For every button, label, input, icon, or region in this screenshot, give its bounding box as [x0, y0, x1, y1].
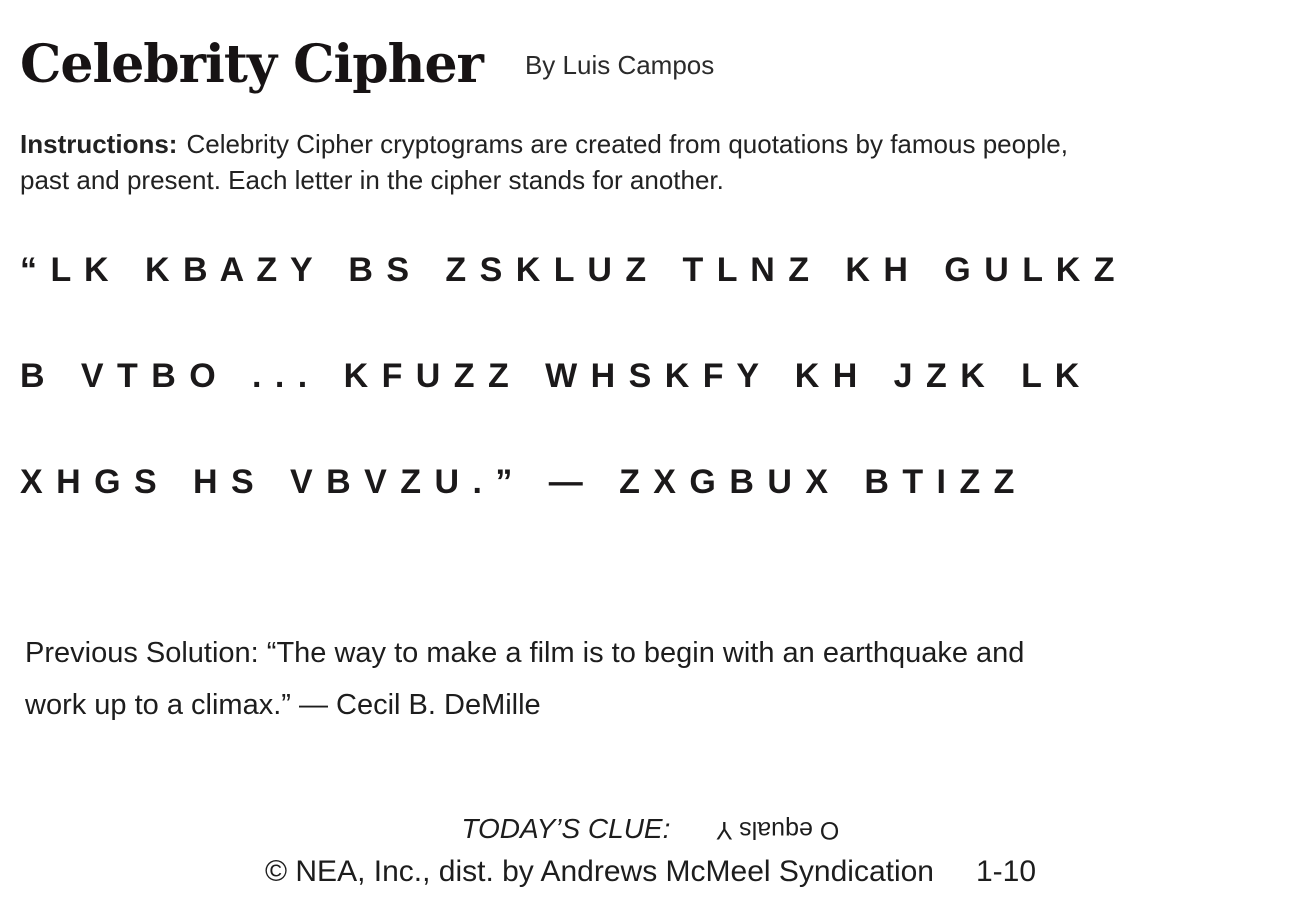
- cipher-line-3: X H G S H S V B V Z U . ” — Z X G B U X B T I Z Z: [20, 463, 1017, 501]
- cipher-line-1: “ L K K B A Z Y B S Z S K L U Z T L N Z K H G U L K Z: [20, 251, 1117, 289]
- todays-clue-answer-upside-down: O equals Y: [716, 815, 840, 844]
- copyright-text: © NEA, Inc., dist. by Andrews McMeel Syndication: [264, 855, 934, 888]
- todays-clue-label: TODAY’S CLUE:: [461, 813, 671, 844]
- instructions-label: Instructions:: [20, 129, 178, 159]
- previous-solution-line-2: work up to a climax.” — Cecil B. DeMille: [25, 689, 541, 721]
- footer: [20, 855, 1281, 889]
- instructions: [20, 126, 1230, 198]
- header: [20, 34, 1281, 96]
- previous-solution-line-1: Previous Solution: “The way to make a film is to begin with an earthquake and: [25, 637, 1025, 669]
- page-title: Celebrity Cipher: [20, 34, 483, 95]
- instructions-line-2: past and present. Each letter in the cipher stands for another.: [20, 165, 724, 195]
- cryptogram: [20, 250, 1281, 502]
- previous-solution: [25, 627, 1281, 731]
- puzzle-date: 1-10: [976, 855, 1037, 888]
- byline: By Luis Campos: [524, 50, 715, 80]
- cipher-line-2: B V T B O . . . K F U Z Z W H S K F Y K H J Z K L K: [20, 357, 1082, 395]
- todays-clue: [20, 813, 1281, 845]
- instructions-line-1: Celebrity Cipher cryptograms are created from quotations by famous people,: [186, 129, 1068, 159]
